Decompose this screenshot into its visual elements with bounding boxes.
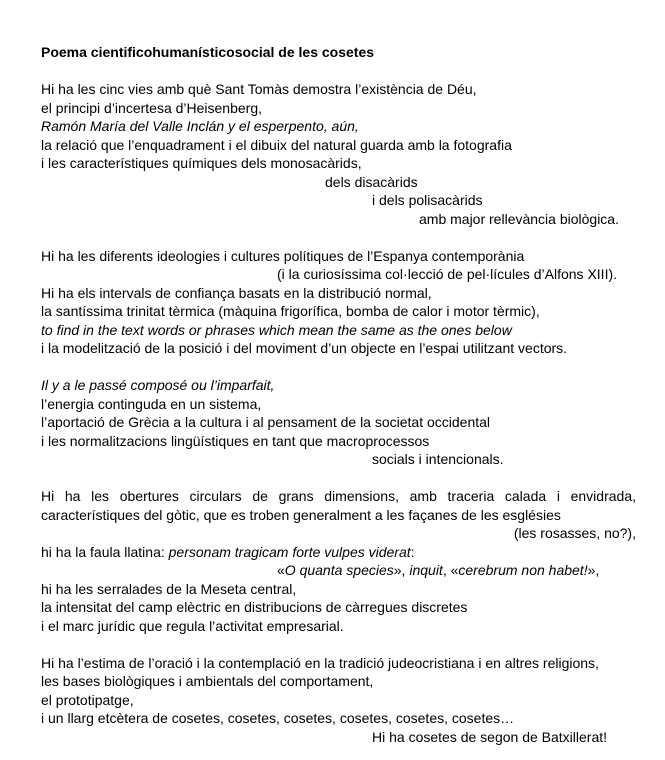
- poem-line: característiques del gòtic, que es troben generalment a les façanes de les esglésies: [41, 506, 561, 523]
- latin-phrase: cerebrum non habet!: [458, 562, 588, 578]
- poem-line: i dels polisacàrids: [372, 192, 483, 208]
- poem-line: la intensitat del camp elèctric en distribucions de càrregues discretes: [41, 599, 468, 615]
- line-text: hi ha la faula llatina:: [41, 543, 169, 560]
- poem-line: [41, 561, 636, 580]
- poem-line: Hi ha les cinc vies amb què Sant Tomàs demostra l’existència de Déu,: [41, 81, 477, 97]
- poem-line: i les característiques químiques dels monosacàrids,: [41, 155, 362, 171]
- latin-phrase: O quanta species: [284, 562, 394, 578]
- poem-line: i un llarg etcètera de cosetes, cosetes, cosetes, cosetes, cosetes, cosetes…: [41, 710, 515, 726]
- stanza-gap: [41, 62, 636, 81]
- poem-line: Il y a le passé composé ou l’imparfait,: [41, 377, 275, 393]
- poem-line: la relació que l’enquadrament i el dibuix del natural guarda amb la fotografia: [41, 136, 512, 153]
- poem-line: Hi ha l’estima de l’oració i la contemplació en la tradició judeocristiana i en altres religions,: [41, 654, 599, 671]
- poem-line: Hi ha les obertures circulars de grans dimensions, amb traceria calada i envidrada,: [41, 488, 636, 504]
- stanza-gap: [41, 635, 636, 654]
- stanza-gap: [41, 469, 636, 488]
- poem-line: socials i intencionals.: [372, 451, 504, 467]
- poem-document: [41, 43, 636, 746]
- line-text: »,: [587, 562, 600, 578]
- line-text: :: [410, 543, 415, 560]
- poem-line: el principi d’incertesa d’Heisenberg,: [41, 99, 263, 116]
- line-text: »,: [393, 562, 410, 578]
- poem-line: Hi ha els intervals de confiança basats en la distribució normal,: [41, 284, 432, 301]
- poem-line: hi ha les serralades de la Meseta central,: [41, 580, 297, 597]
- poem-line: l’energia continguda en un sistema,: [41, 395, 262, 412]
- line-text: «: [277, 562, 285, 578]
- poem-title: Poema cientificohumanísticosocial de les cosetes: [41, 44, 375, 60]
- poem-line: dels disacàrids: [325, 173, 418, 190]
- poem-line: Ramón María del Valle Inclán y el esperpento, aún,: [41, 118, 359, 134]
- poem-line: [41, 543, 636, 562]
- poem-line: (i la curiosíssima col·lecció de pel·lícules d’Alfons XIII).: [277, 266, 618, 282]
- latin-phrase: personam tragicam forte vulpes viderat: [168, 543, 411, 560]
- poem-line: to find in the text words or phrases which mean the same as the ones below: [41, 321, 512, 338]
- poem-line: l’aportació de Grècia a la cultura i al pensament de la societat occidental: [41, 414, 491, 430]
- poem-line: i el marc jurídic que regula l’activitat empresarial.: [41, 617, 344, 634]
- poem-line: (les rosasses, no?),: [513, 525, 636, 541]
- poem-closing-line: Hi ha cosetes de segon de Batxillerat!: [372, 728, 608, 745]
- latin-phrase: inquit: [409, 562, 443, 578]
- line-text: , «: [442, 562, 459, 578]
- poem-line: el prototipatge,: [41, 691, 134, 708]
- poem-line: i la modelització de la posició i del moviment d’un objecte en l’espai utilitzant vectors.: [41, 340, 568, 356]
- poem-line: les bases biològiques i ambientals del comportament,: [41, 673, 374, 689]
- poem-line: amb major rellevància biològica.: [419, 210, 619, 227]
- stanza-gap: [41, 358, 636, 377]
- stanza-gap: [41, 228, 636, 247]
- poem-line: la santíssima trinitat tèrmica (màquina frigorífica, bomba de calor i motor tèrmic),: [41, 303, 540, 319]
- poem-line: i les normalitzacions lingüístiques en tant que macroprocessos: [41, 432, 430, 449]
- poem-line: Hi ha les diferents ideologies i cultures polítiques de l’Espanya contemporània: [41, 247, 525, 264]
